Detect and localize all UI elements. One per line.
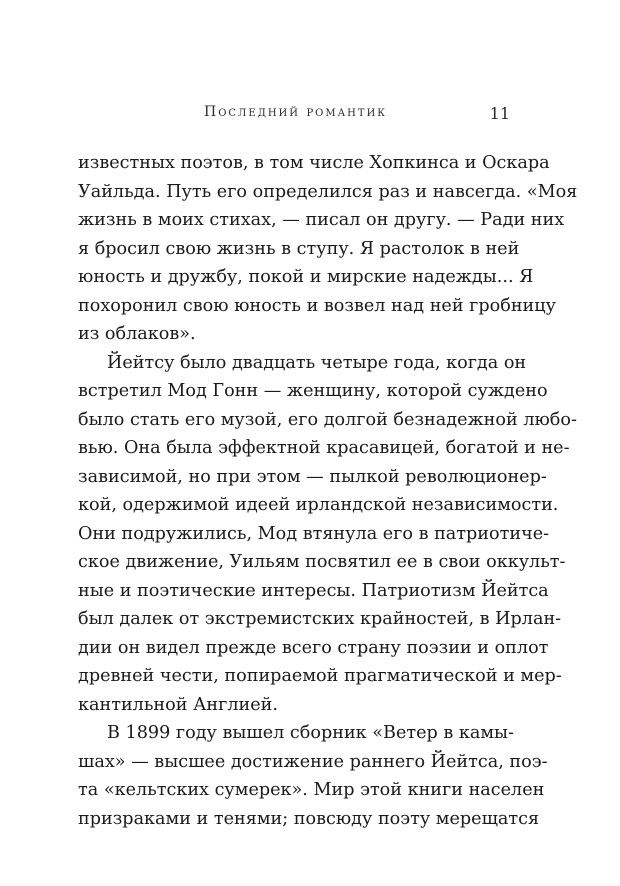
text-line: ные и поэтические интересы. Патриотизм Йейтса — [78, 580, 549, 601]
text-line: дии он видел прежде всего страну поэзии и оплот — [78, 637, 549, 658]
text-line: древней чести, попираемой прагматической и мер- — [78, 666, 562, 686]
text-line: Они подружились, Мод втянула его в патриотиче- — [78, 523, 550, 544]
text-line: шах» — высшее достижение раннего Йейтса, поэ- — [78, 751, 548, 772]
text-line: кой, одержимой идеей ирландской независимости. — [78, 495, 559, 515]
text-line: ское движение, Уильям посвятил ее в свои оккульт- — [78, 552, 566, 572]
text-line: та «кельтских сумерек». Мир этой книги населен — [78, 780, 545, 800]
text-line: призраками и тенями; повсюду поэту мерещатся — [78, 808, 540, 829]
text-line: встретил Мод Гонн — женщину, которой суждено — [78, 381, 548, 401]
text-line: жизнь в моих стихах, — писал он другу. — Ради них — [78, 210, 565, 230]
text-line: В 1899 году вышел сборник «Ветер в камы- — [107, 723, 514, 743]
body-text — [78, 149, 578, 833]
text-line: известных поэтов, в том числе Хопкинса и Оскара — [78, 153, 550, 173]
running-head — [0, 104, 620, 128]
text-line: было стать его музой, его долгой безнадежной любо- — [78, 409, 577, 430]
text-line: был далек от экстремистских крайностей, в Ирлан- — [78, 609, 562, 629]
text-line: похоронил свою юность и возвел над ней гробницу — [78, 295, 556, 316]
text-line: Уайльда. Путь его определился раз и навсегда. «Моя — [78, 181, 578, 202]
page-number: 11 — [489, 104, 510, 123]
text-line: из облаков». — [78, 324, 196, 344]
text-line: вью. Она была эффектной красавицей, богатой и не- — [78, 438, 570, 458]
text-line: зависимой, но при этом — пылкой революционер- — [78, 466, 547, 487]
text-line: Йейтсу было двадцать четыре года, когда он — [107, 352, 527, 373]
text-line: юность и дружбу, покой и мирские надежды... Я — [78, 267, 534, 287]
text-line: кантильной Англией. — [78, 694, 278, 715]
running-title: Последний романтик — [204, 104, 388, 120]
text-line: я бросил свою жизнь в ступу. Я растолок в ней — [78, 238, 520, 259]
